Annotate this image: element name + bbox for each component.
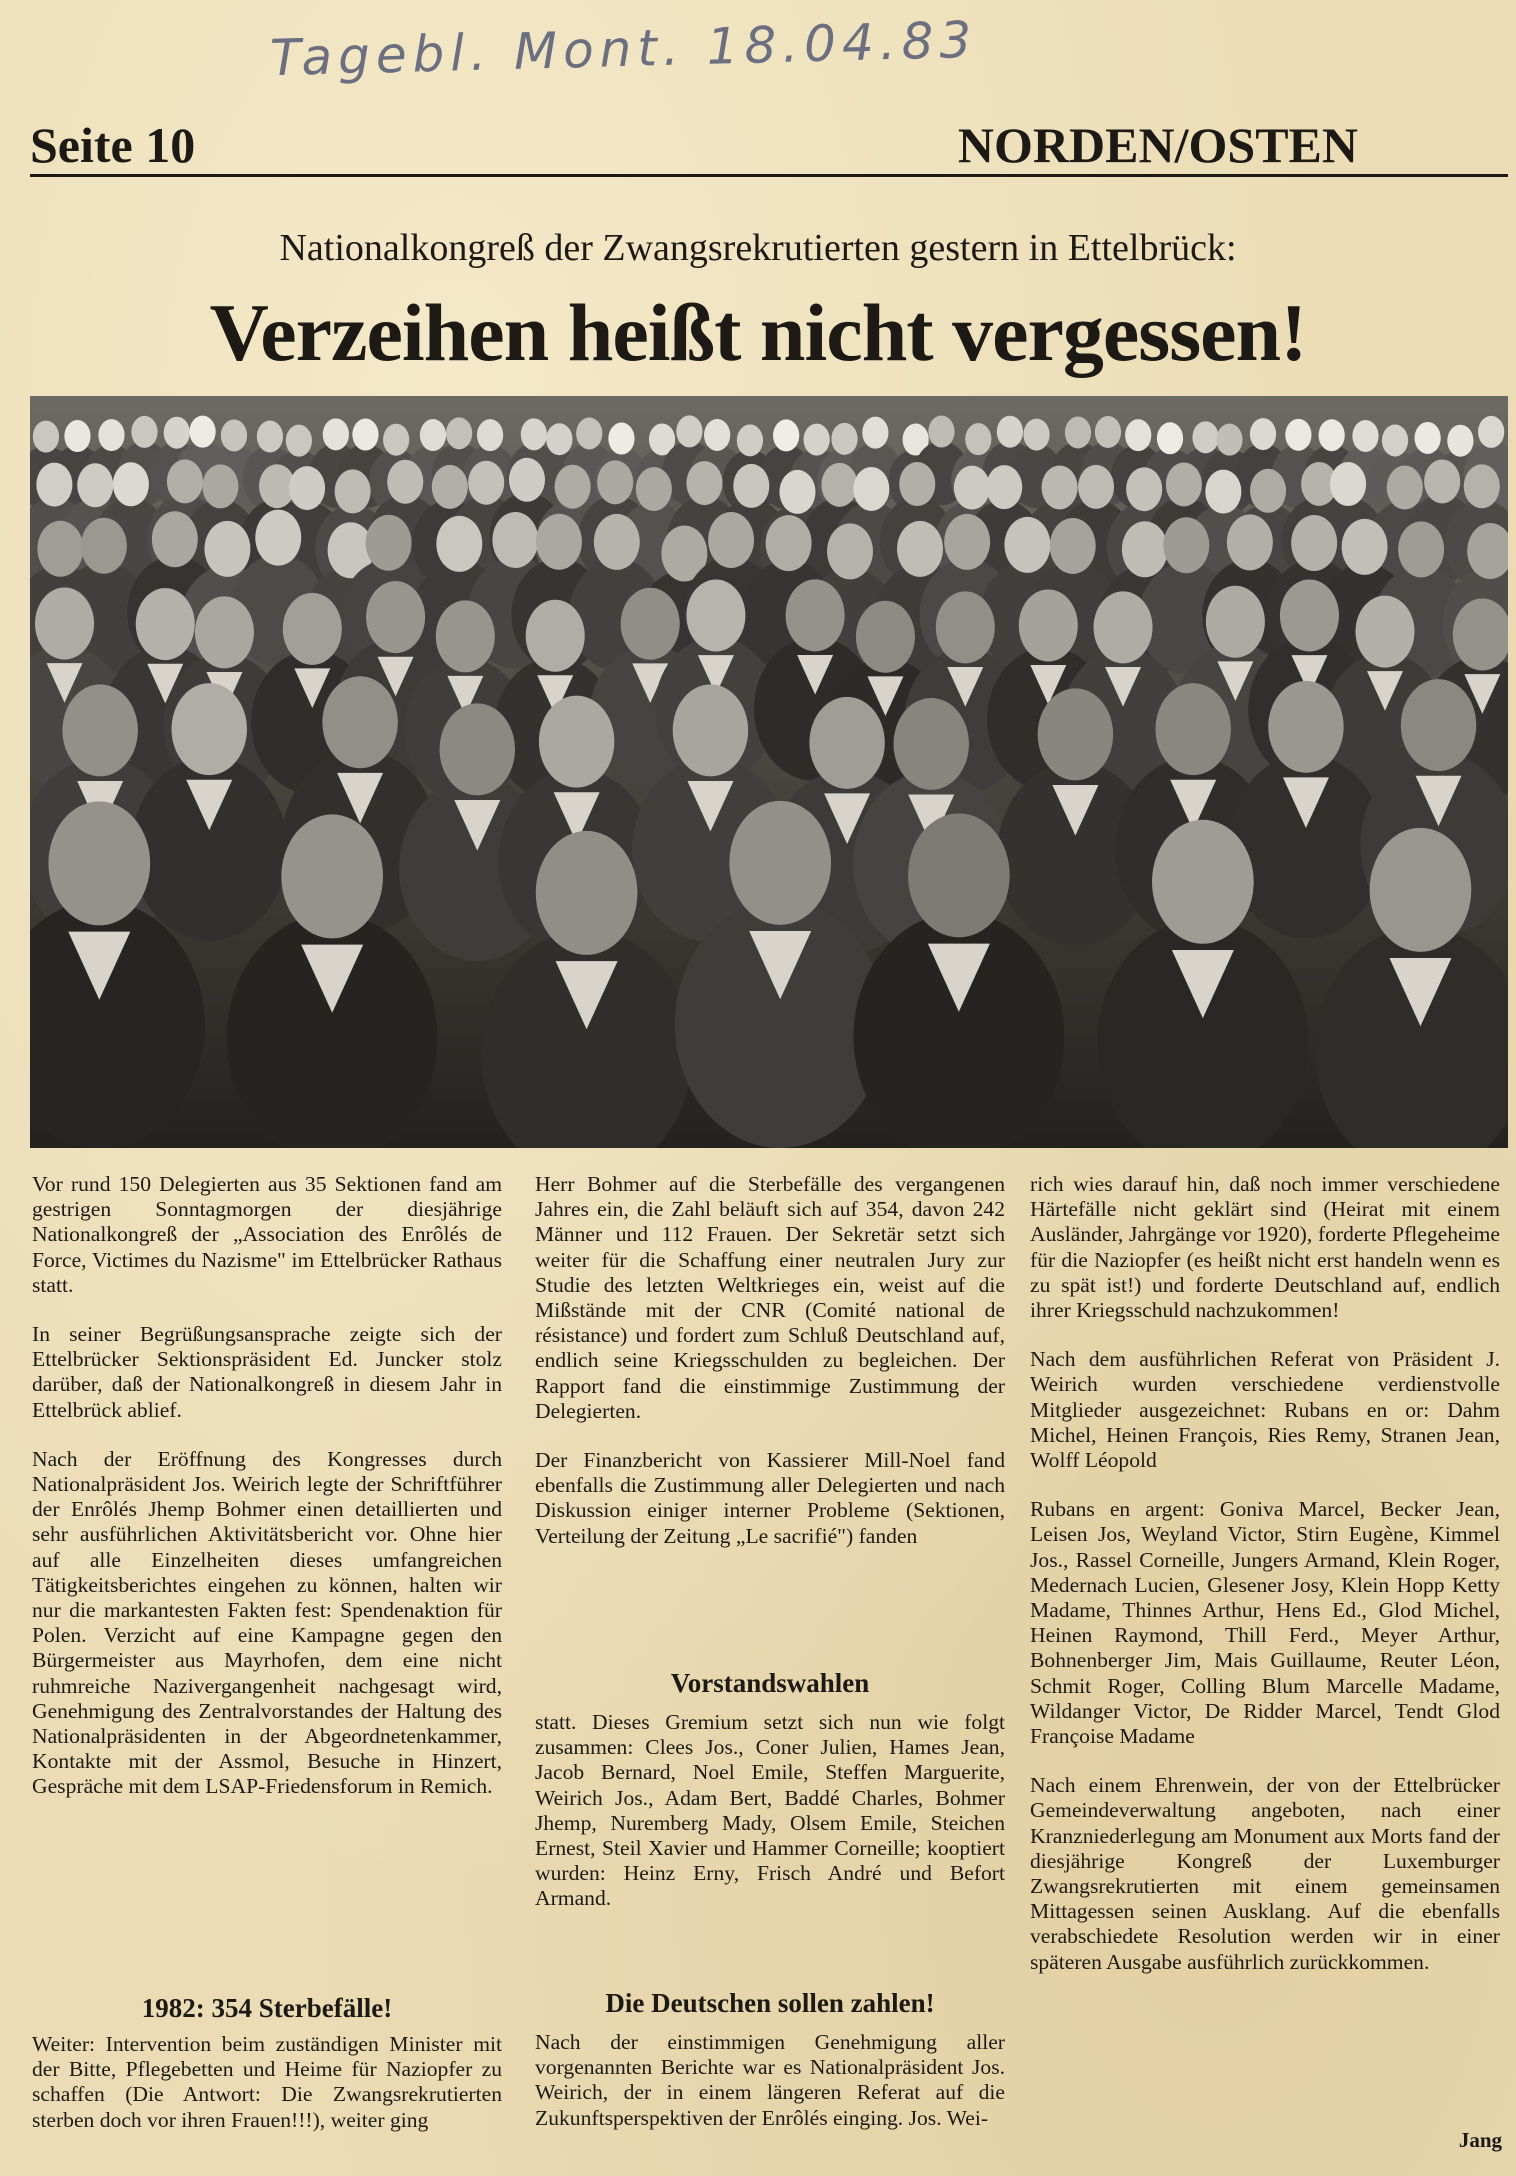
photo-person-head	[33, 421, 59, 453]
paragraph: Rubans en argent: Goniva Marcel, Becker Jean, Leisen Jos, Weyland Victor, Stirn Eugène, Kimmel Jos., Rassel Corneille, Jungers Armand, Klein Roger, Medernach Lucien, Glesener Josy, Klein Hopp Ketty Madame, Thinnes Arthur, Hens Ed., Glod Michel, Heinen Raymond, Thill Ferd., Meyer Arthur, Bohnenberger Jim, Mais Guillaume, Reuter Léon, Schmit Roger, Colling Blum Marcelle Madame, Wildanger Victor, De Ridder Marcel, Tendt Glod Françoise Madame	[1030, 1497, 1500, 1749]
photo-person-head	[1004, 517, 1050, 573]
paragraph: Herr Bohmer auf die Sterbefälle des vergangenen Jahres ein, die Zahl beläuft sich auf 354, davon 242 Männer und 112 Frauen. Der Sekretär setzt sich weiter für die Schaffung einer neutralen Jury zur Studie des letzten Weltkrieges ein, weist auf die Mißstände mit der CNR (Comité national de résistance) und fordert zum Schluß Deutschland auf, endlich seine Kriegsschulden zu begleichen. Der Rapport fand die einstimmige Zustimmung der Delegierten.	[535, 1172, 1005, 1423]
photo-person-head	[440, 703, 515, 795]
photo-person-head	[77, 463, 113, 507]
photo-person-head	[420, 419, 446, 451]
photo-person-head	[1157, 422, 1183, 454]
photo-person-head	[1205, 470, 1241, 514]
photo-person-head	[1023, 419, 1049, 451]
photo-person-head	[1424, 459, 1460, 503]
photo-person-head	[899, 462, 935, 506]
photo-person-head	[804, 424, 830, 456]
photo-person-head	[98, 419, 124, 451]
photo-person-head	[1227, 514, 1273, 570]
photo-person-head	[35, 588, 94, 660]
photo-person-head	[928, 416, 954, 448]
article-column-1-continued	[32, 2032, 502, 2157]
photo-person-head	[827, 523, 873, 579]
photo-person-head	[152, 511, 198, 567]
photo-person-head	[986, 465, 1022, 509]
photo-person-head	[997, 416, 1023, 448]
photo-person-head	[594, 514, 640, 570]
photo-person-head	[64, 420, 90, 452]
photo-person-head	[536, 831, 638, 955]
photo-person-head	[686, 461, 722, 505]
photo-person-head	[492, 512, 538, 568]
photo-person-head	[521, 418, 547, 450]
photo-person-head	[536, 514, 582, 570]
photo-person-head	[352, 419, 378, 451]
photo-person-head	[944, 514, 990, 570]
photo-person-head	[965, 423, 991, 455]
photo-person-head	[1192, 421, 1218, 453]
photo-person-head	[221, 419, 247, 451]
photo-person-head	[1382, 424, 1408, 456]
photo-person-head	[1280, 580, 1339, 652]
photo-person-head	[908, 813, 1010, 937]
photo-person-head	[779, 470, 815, 514]
photo-person-head	[597, 460, 633, 504]
photo-person-head	[477, 419, 503, 451]
photo-person-head	[189, 416, 215, 448]
photo-person-head	[708, 512, 754, 568]
photo-person-head	[686, 579, 745, 651]
photo-person-head	[1355, 596, 1414, 668]
photo-person-head	[621, 588, 680, 660]
photo-person-head	[322, 676, 397, 768]
paragraph: Nach dem ausführlichen Referat von Präsident J. Weirich wurden verschiedene verdienstvolle Mitglieder ausgezeichnet: Rubans en or: Dahm Michel, Heinen François, Ries Remy, Stranen Jean, Wolff Léopold	[1030, 1347, 1500, 1473]
photo-person-head	[432, 465, 468, 509]
photo-person-head	[1330, 462, 1366, 506]
photo-person-head	[202, 464, 238, 508]
photo-person-head	[831, 423, 857, 455]
photo-person-head	[1415, 422, 1441, 454]
photo-person-head	[673, 684, 748, 776]
photo-person-head	[1285, 419, 1311, 451]
photo-person-head	[1250, 418, 1276, 450]
photo-person-head	[167, 459, 203, 503]
section-title: NORDEN/OSTEN	[957, 117, 1358, 173]
photo-person-head	[1094, 591, 1153, 663]
audience-photo-graphic	[30, 396, 1508, 1148]
photo-person-head	[1216, 424, 1242, 456]
photo-person-head	[366, 581, 425, 653]
paragraph: statt. Dieses Gremium setzt sich nun wie folgt zusammen: Clees Jos., Coner Julien, Hames Jean, Jacob Bernard, Noel Emile, Steffen Marguerite, Weirich Jos., Adam Bert, Baddé Charles, Bohmer Jhemp, Nuremberg Mady, Olsem Emile, Steichen Ernest, Steil Xavier und Hammer Corneille; kooptiert wurden: Heinz Erny, Frisch André und Befort Armand.	[535, 1710, 1005, 1911]
photo-person-head	[704, 419, 730, 451]
photo-person-head	[1042, 465, 1078, 509]
page-header	[30, 112, 1508, 177]
photo-person-head	[1268, 681, 1343, 773]
photo-person-head	[1370, 828, 1472, 952]
subheading-sterbefaelle: 1982: 354 Sterbefälle!	[141, 1993, 393, 2023]
photo-person-head	[335, 469, 371, 513]
paragraph: Weiter: Intervention beim zuständigen Minister mit der Bitte, Pflegebetten und Heime für Naziopfer zu schaffen (Die Antwort: Die Zwangsrekrutierten sterben doch vor ihren Frauen!!!), weiter ging	[32, 2032, 502, 2132]
photo-person-head	[809, 697, 884, 789]
photo-person-head	[636, 467, 672, 511]
paragraph: rich wies darauf hin, daß noch immer verschiedene Härtefälle nicht geklärt sind (Heirat mit einem Ausländer, Jahrgänge vor 1920), forderte Pflegeheime für die Naziopfer (es heißt nicht erst handeln wenn es zu spät ist!) und forderte Deutschland auf, endlich ihrer Kriegsschuld nachzukommen!	[1030, 1172, 1500, 1323]
photo-person-head	[164, 417, 190, 449]
photo-person-head	[62, 684, 137, 776]
photo-person-head	[555, 465, 591, 509]
photo-person-head	[387, 460, 423, 504]
photo-person-head	[436, 516, 482, 572]
photo-person-head	[131, 416, 157, 448]
subheading-deutschen-zahlen: Die Deutschen sollen zahlen!	[605, 1988, 935, 2018]
article-column-3	[1030, 1172, 1500, 1999]
photo-person-head	[729, 801, 831, 925]
photo-person-head	[48, 801, 150, 925]
photo-person-head	[1122, 521, 1168, 577]
photo-person-head	[1352, 420, 1378, 452]
paragraph: Nach einem Ehrenwein, der von der Ettelbrücker Gemeindeverwaltung angeboten, nach einer Kranzniederlegung am Monument aux Morts fand der diesjährige Kongreß der Luxemburger Zwangsrekrutierten mit einem gemeinsamen Mittagessen seinen Ausklang. Auf die ebenfalls verabschiedete Resolution werden wir in einer späteren Ausgabe ausführlich zurückkommen.	[1030, 1773, 1500, 1974]
photo-person-head	[1206, 586, 1265, 658]
photo-person-head	[546, 423, 572, 455]
article-column-1	[32, 1172, 502, 1824]
paragraph: Nach der Eröffnung des Kongresses durch Nationalpräsident Jos. Weirich legte der Schriftführer der Enrôlés Jhemp Bohmer einen detaillierten und sehr ausführlichen Aktivitätsbericht vor. Ohne hier auf alle Einzelheiten dieses umfangreichen Tätigkeitsberichtes eingehen zu können, halten wir nur die markantesten Fakten fest: Spendenaktion für Polen. Verzicht auf eine Kampagne gegen den Bürgermeister aus Mayrhofen, dem eine nicht ruhmreiche Nazivergangenheit nachgesagt wird, Genehmigung des Zentralvorstandes der Haltung des Nationalpräsidenten in der Abgeordnetenkammer, Kontakte mit der Assmol, Besuche in Hinzert, Gespräche mit dem LSAP-Friedensforum in Remich.	[32, 1446, 502, 1799]
photo-person-head	[283, 593, 342, 665]
photo-person-head	[576, 417, 602, 449]
photo-person-head	[255, 510, 301, 566]
photo-person-head	[1050, 518, 1096, 574]
photo-person-head	[446, 417, 472, 449]
photo-person-head	[853, 467, 889, 511]
photo-person-head	[1319, 419, 1345, 451]
handwritten-date-note: Tagebl. Mont. 18.04.83	[269, 10, 978, 88]
paragraph: Nach der einstimmigen Genehmigung aller vorgenannten Berichte war es Nationalpräsident Jos. Weirich, der in einem längeren Referat auf die Zukunftsperspektiven der Enrôlés einging. Jos. Wei-	[535, 2030, 1005, 2130]
photo-person-head	[526, 600, 585, 672]
photo-person-head	[1019, 589, 1078, 661]
paragraph: Vor rund 150 Delegierten aus 35 Sektionen fand am gestrigen Sonntagmorgen der diesjährige Nationalkongreß der „Association des Enrôlés de Force, Victimes du Nazisme" im Ettelbrücker Rathaus statt.	[32, 1172, 502, 1297]
photo-person-head	[1401, 679, 1476, 771]
photo-person-head	[821, 463, 857, 507]
photo-person-head	[289, 466, 325, 510]
photo-person-head	[676, 415, 702, 447]
photo-person-head	[323, 418, 349, 450]
photo-person-head	[113, 462, 149, 506]
photo-person-head	[936, 591, 995, 663]
photo-person-head	[1166, 462, 1202, 506]
photo-person-head	[195, 596, 254, 668]
paragraph: Der Finanzbericht von Kassierer Mill-Noel fand ebenfalls die Zustimmung aller Delegierten und nach Diskussion einiger interner Probleme (Sektionen, Verteilung der Zeitung „Le sacrifié") fanden	[535, 1448, 1005, 1548]
photo-person-head	[737, 424, 763, 456]
photo-person-head	[383, 424, 409, 456]
photo-person-head	[786, 579, 845, 651]
photo-person-head	[1447, 425, 1473, 457]
photo-person-head	[766, 515, 812, 571]
photo-person-head	[1464, 464, 1500, 508]
photo-person-head	[204, 521, 250, 577]
photo-person-head	[608, 423, 634, 455]
photo-person-head	[1387, 466, 1423, 510]
photo-person-head	[136, 588, 195, 660]
photo-person-head	[733, 464, 769, 508]
photo-person-head	[539, 696, 614, 788]
photo-person-head	[1291, 515, 1337, 571]
photo-person-head	[1065, 417, 1091, 449]
photo-person-head	[468, 461, 504, 505]
photo-person-head	[436, 600, 495, 672]
photo-person-head	[1038, 688, 1113, 780]
photo-person-head	[1095, 416, 1121, 448]
photo-person-head	[1155, 683, 1230, 775]
subheading-vorstandswahlen: Vorstandswahlen	[670, 1668, 870, 1698]
photo-person-head	[257, 420, 283, 452]
photo-person-head	[1398, 521, 1444, 577]
article-photo	[30, 396, 1508, 1148]
photo-person-head	[286, 425, 312, 457]
photo-person-head	[773, 419, 799, 451]
article-column-2-continued	[535, 1710, 1005, 1936]
photo-person-head	[1125, 419, 1151, 451]
article-kicker: Nationalkongreß der Zwangsrekrutierten gestern in Ettelbrück:	[279, 227, 1237, 269]
photo-person-head	[37, 521, 83, 577]
photo-person-head	[1126, 467, 1162, 511]
photo-person-head	[862, 417, 888, 449]
page-number: Seite 10	[30, 117, 196, 173]
photo-person-head	[81, 518, 127, 574]
photo-person-head	[1342, 519, 1388, 575]
article-column-2-end	[535, 2030, 1005, 2155]
paragraph: In seiner Begrüßungsansprache zeigte sich der Ettelbrücker Sektionspräsident Ed. Juncker stolz darüber, daß der Nationalkongreß in diesem Jahr in Ettelbrück ablief.	[32, 1322, 502, 1422]
photo-person-head	[509, 458, 545, 502]
photo-person-head	[894, 698, 969, 790]
photo-person-head	[36, 463, 72, 507]
photo-person-head	[954, 466, 990, 510]
photo-person-head	[1152, 820, 1254, 944]
article-headline: Verzeihen heißt nicht vergessen!	[209, 287, 1307, 378]
photo-person-head	[1078, 465, 1114, 509]
photo-person-head	[856, 601, 915, 673]
photo-person-head	[366, 515, 412, 571]
photo-person-head	[281, 814, 383, 938]
author-signature: Jang	[1458, 2128, 1502, 2152]
photo-person-head	[897, 521, 943, 577]
photo-person-head	[1250, 469, 1286, 513]
photo-person-head	[172, 683, 247, 775]
photo-person-head	[1478, 416, 1504, 448]
article-column-2	[535, 1172, 1005, 1573]
photo-person-head	[1163, 517, 1209, 573]
